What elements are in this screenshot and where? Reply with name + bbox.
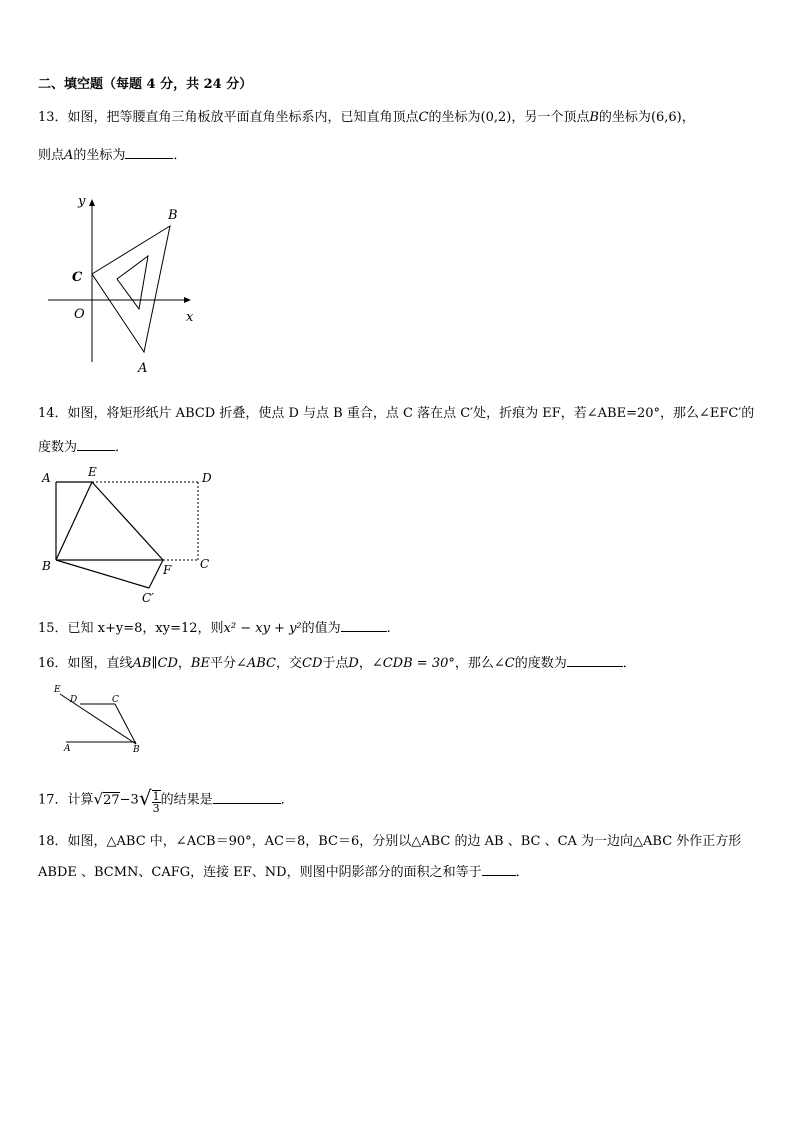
question-18-line-1: 18．如图，△ABC 中，∠ACB＝90°，AC＝8，BC＝6，分别以△ABC 的边 AB 、BC 、CA 为一边向△ABC 外作正方形 xyxy=(38,834,742,849)
figure-16-parallel-lines xyxy=(50,680,150,755)
label-e: E xyxy=(88,465,97,479)
answer-blank-17[interactable] xyxy=(213,791,281,804)
sqrt-27: √27 xyxy=(93,790,120,808)
question-14-line-2: 度数为 ． xyxy=(38,440,129,455)
label-d: D xyxy=(70,695,78,705)
label-a: A xyxy=(64,744,71,754)
question-15: 15．已知 x+y=8，xy=12，则x² − xy + y²的值为 . xyxy=(38,621,391,636)
label-f: F xyxy=(163,563,172,577)
crease-ef xyxy=(92,482,163,560)
segment-bc-prime xyxy=(56,560,149,588)
label-c: C xyxy=(200,557,210,571)
segment-be xyxy=(56,482,92,560)
question-13-line-2: 则点A的坐标为 ． xyxy=(38,148,187,163)
section-heading: 二、填空题（每题 4 分，共 24 分） xyxy=(38,77,253,92)
label-c: C xyxy=(72,270,83,285)
label-b: B xyxy=(133,745,140,755)
inner-triangle xyxy=(117,256,148,309)
label-b: B xyxy=(168,208,178,223)
figure-14-folded-rectangle xyxy=(38,464,218,606)
label-d: D xyxy=(202,471,212,485)
answer-blank-15[interactable] xyxy=(341,619,387,632)
figure-13-coordinate-plane xyxy=(40,190,210,380)
answer-blank-13[interactable] xyxy=(125,146,173,159)
label-origin: O xyxy=(74,307,85,322)
label-c: C xyxy=(112,695,119,705)
label-y: y xyxy=(78,194,86,209)
answer-blank-14[interactable] xyxy=(77,438,115,451)
question-14-line-1: 14．如图，将矩形纸片 ABCD 折叠，使点 D 与点 B 重合，点 C 落在点 C′处，折痕为 EF，若∠ABE=20°，那么∠EFC′的 xyxy=(38,406,755,421)
label-a: A xyxy=(42,471,51,485)
question-18-line-2: ABDE 、BCMN、CAFG，连接 EF、ND，则图中阴影部分的面积之和等于 ． xyxy=(38,865,529,880)
answer-blank-16[interactable] xyxy=(567,654,623,667)
label-b: B xyxy=(42,559,51,573)
outer-triangle xyxy=(92,226,170,352)
answer-blank-18[interactable] xyxy=(482,863,516,876)
line-cb xyxy=(115,704,136,744)
label-x: x xyxy=(186,310,194,325)
label-a: A xyxy=(138,361,148,376)
label-c-prime: C′ xyxy=(142,591,154,605)
question-17: 17．计算√27−3√ $\frac{1}{3}$ 的结果是 ． xyxy=(38,786,294,815)
question-13-line-1: 13．如图，把等腰直角三角板放平面直角坐标系内，已知直角顶点C的坐标为(0,2)，另一个顶点B的坐标为(6,6)， xyxy=(38,110,695,125)
sqrt-one-third: √ $\frac{1}{3}$ xyxy=(138,786,160,815)
label-e: E xyxy=(54,685,61,695)
question-16: 16．如图，直线AB∥CD，BE平分∠ABC，交CD于点D，∠CDB = 30°，那么∠C的度数为 ． xyxy=(38,656,636,671)
segment-fc-prime xyxy=(149,560,163,588)
